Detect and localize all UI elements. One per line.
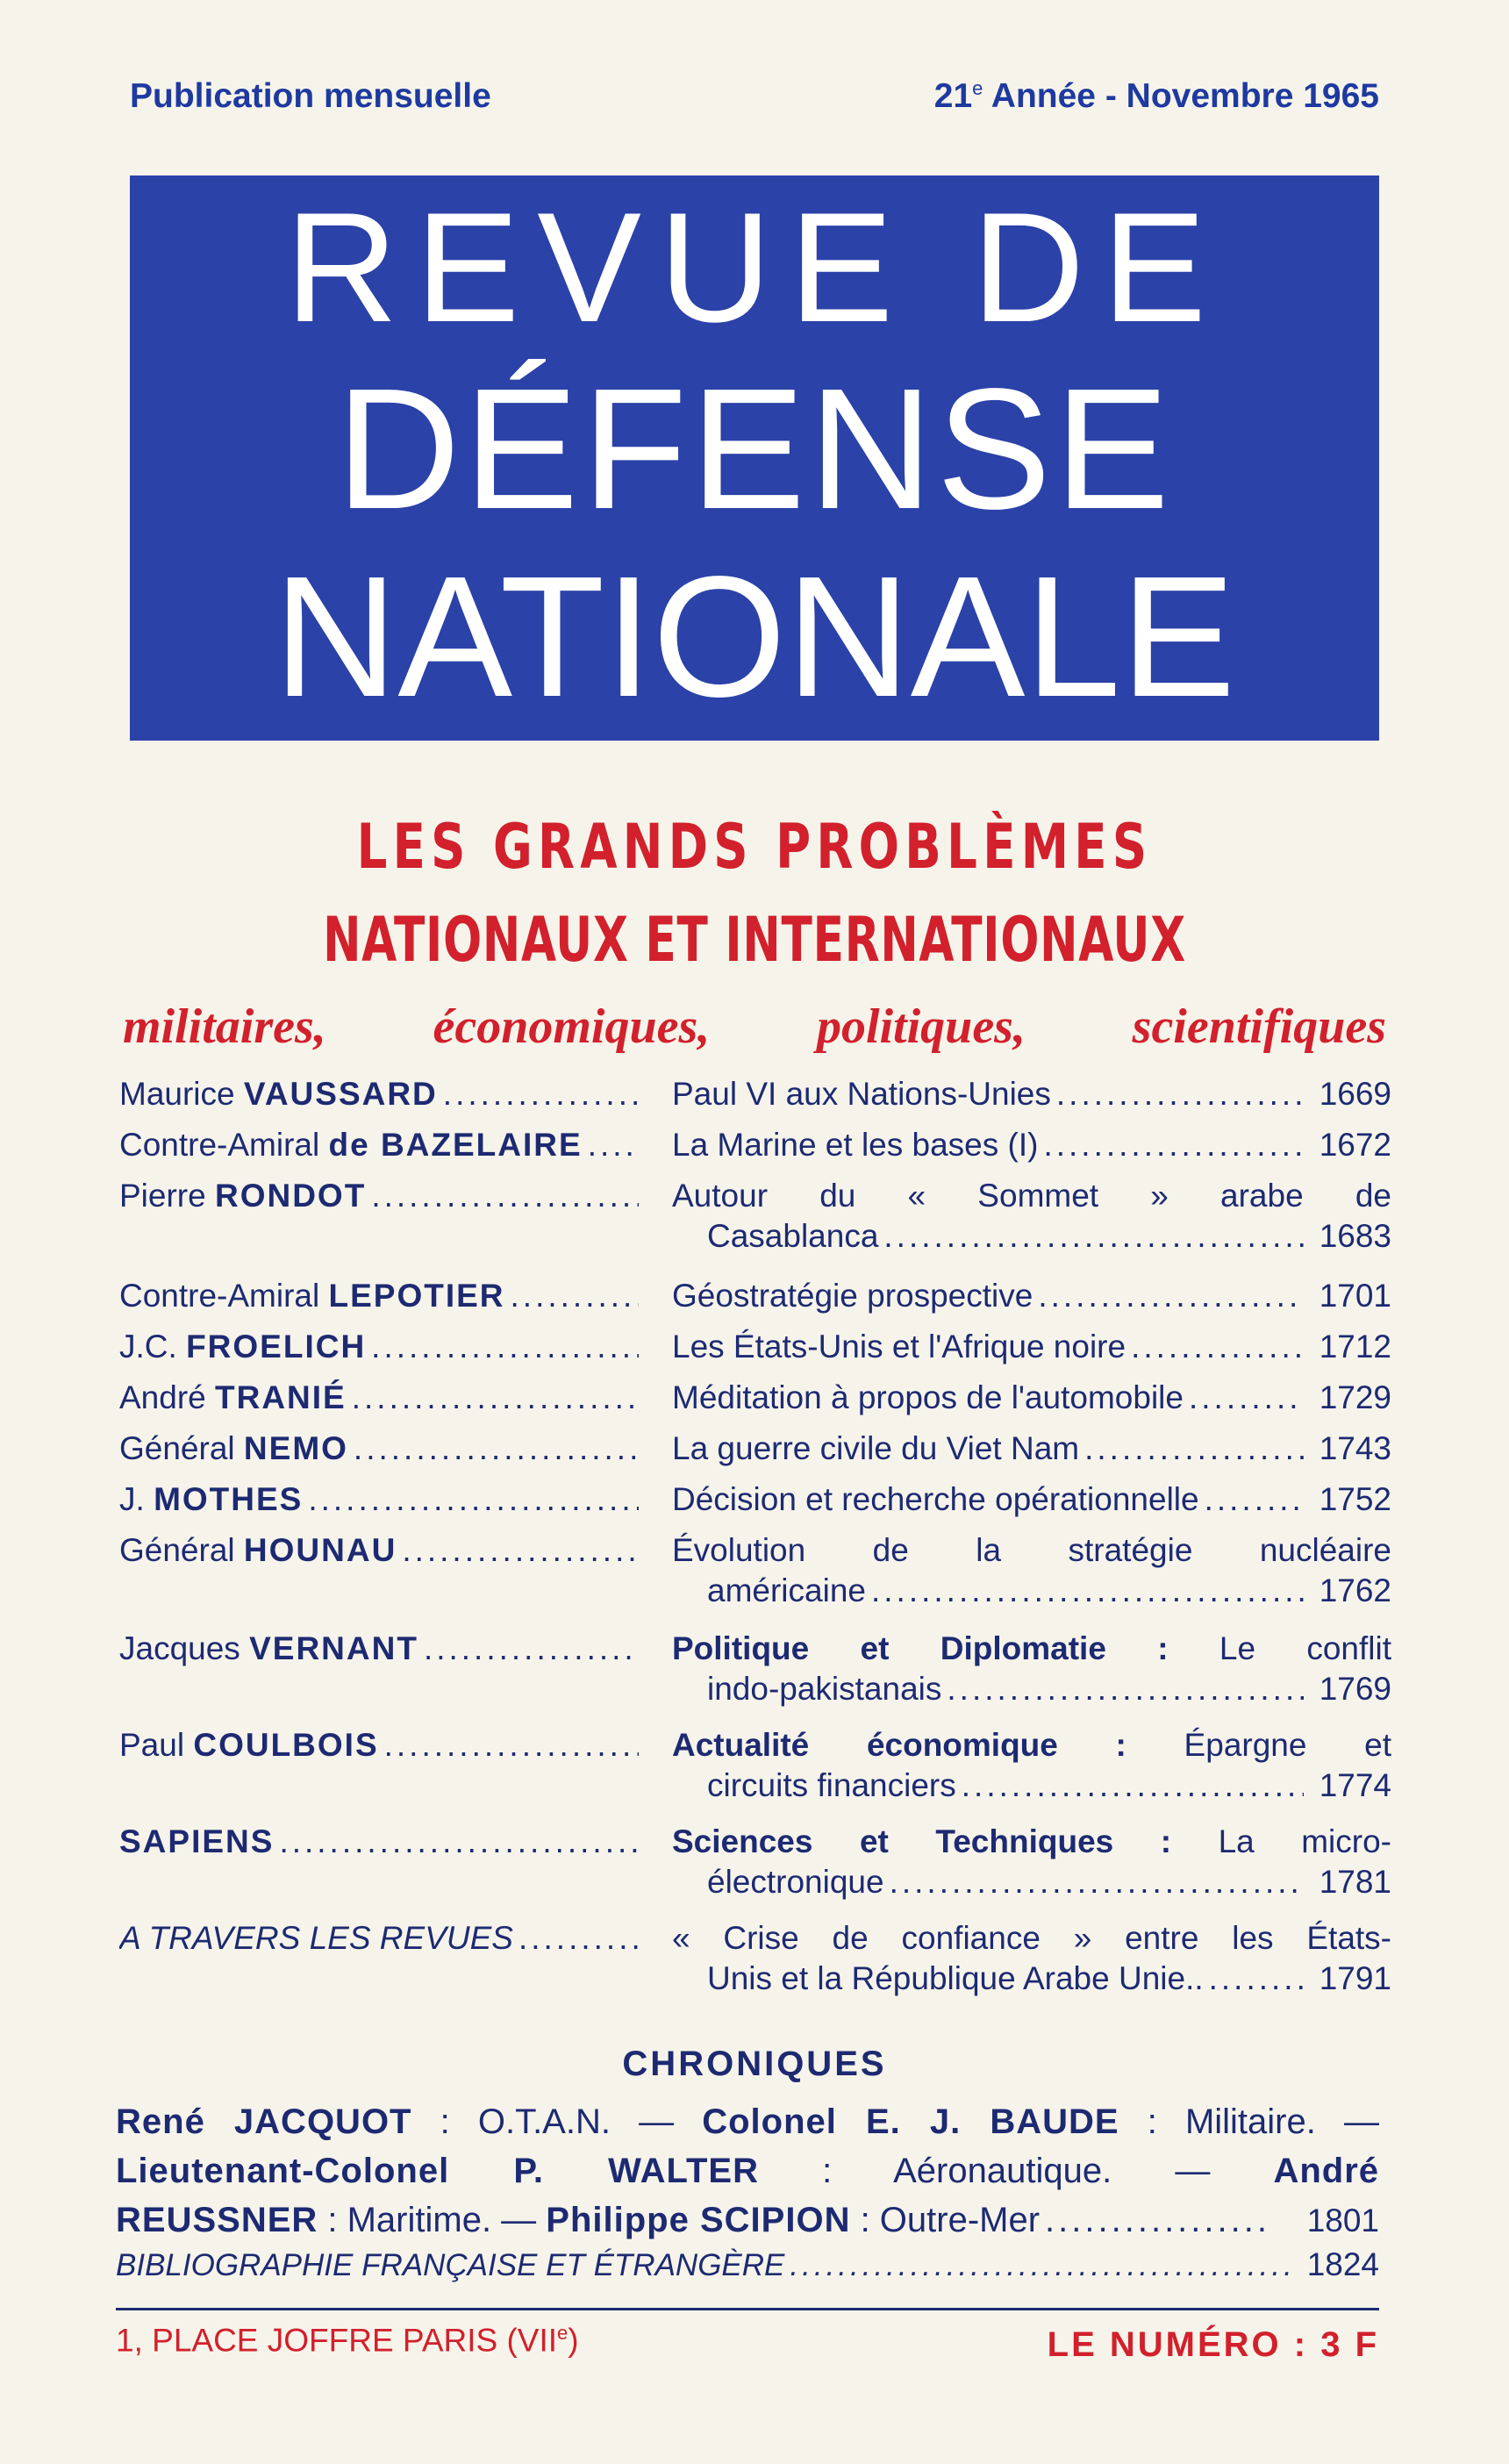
toc-article: Paul VI aux Nations-Unies ..... 1669 bbox=[672, 1076, 1391, 1116]
title-block bbox=[130, 175, 1379, 741]
issue-date: 21e Année - Novembre 1965 bbox=[933, 77, 1379, 115]
publication-frequency: Publication mensuelle bbox=[130, 77, 491, 115]
address: 1, PLACE JOFFRE PARIS (VIIe) bbox=[116, 2322, 579, 2359]
page-number: 1824 bbox=[1306, 2246, 1379, 2282]
chronique-line: René JACQUOT : O.T.A.N. — Colonel E. J. BAUDE : Militaire. — bbox=[116, 2102, 1379, 2141]
page-number: 1801 bbox=[1306, 2203, 1379, 2238]
toc-article: La Marine et les bases (I) ..... 1672 bbox=[672, 1127, 1391, 1167]
themes-line bbox=[123, 999, 1386, 1055]
page-number: 1729 bbox=[1319, 1379, 1391, 1415]
page-number: 1781 bbox=[1319, 1864, 1391, 1900]
bibliography-entry: BIBLIOGRAPHIE FRANÇAISE ET ÉTRANGÈRE ..... 1824 bbox=[116, 2246, 1379, 2283]
toc-author: Contre-Amiral de BAZELAIRE ..... bbox=[119, 1127, 639, 1164]
chronique-line: Lieutenant-Colonel P. WALTER : Aéronautique. — André bbox=[116, 2152, 1380, 2190]
toc-author: Paul COULBOIS ..... bbox=[119, 1727, 639, 1764]
toc-author: Général NEMO ..... bbox=[119, 1430, 639, 1467]
price: LE NUMÉRO : 3 F bbox=[1047, 2325, 1379, 2364]
toc-article: Géostratégie prospective ..... 1701 bbox=[672, 1278, 1391, 1318]
toc-author: Pierre RONDOT ..... bbox=[119, 1178, 639, 1214]
toc-article: « Crise de confiance » entre les États- Unis et la République Arabe Unie.. ..... 1791 bbox=[672, 1920, 1391, 2001]
title-line-2: DÉFENSE bbox=[336, 353, 1173, 545]
toc-author: Maurice VAUSSARD ..... bbox=[119, 1076, 639, 1113]
toc-author: Général HOUNAU ..... bbox=[119, 1532, 639, 1569]
page-number: 1683 bbox=[1319, 1218, 1391, 1254]
page-number: 1791 bbox=[1319, 1960, 1391, 1996]
title-line-1: REVUE DE bbox=[285, 180, 1224, 355]
page-number: 1769 bbox=[1319, 1671, 1391, 1707]
footer-rule bbox=[116, 2308, 1379, 2310]
page-number: 1712 bbox=[1319, 1329, 1391, 1365]
page-number: 1762 bbox=[1319, 1572, 1391, 1608]
toc-article: Méditation à propos de l'automobile ..... 1729 bbox=[672, 1379, 1391, 1420]
toc-author: J. MOTHES ..... bbox=[119, 1481, 639, 1518]
theme: politiques, bbox=[816, 999, 1026, 1054]
toc-article: Actualité économique : Épargne et circuits financiers ..... 1774 bbox=[672, 1727, 1391, 1808]
toc-author: Contre-Amiral LEPOTIER ..... bbox=[119, 1278, 639, 1314]
chroniques-list bbox=[116, 2102, 1379, 2250]
toc-article: Politique et Diplomatie : Le conflit indo-pakistanais ..... 1769 bbox=[672, 1630, 1391, 1711]
chronique-line: REUSSNER : Maritime. — Philippe SCIPION : Outre-Mer ..... 1801 bbox=[116, 2201, 1379, 2250]
title-line-3: NATIONALE bbox=[273, 541, 1236, 733]
theme: militaires, bbox=[123, 999, 326, 1054]
theme: économiques, bbox=[433, 999, 711, 1054]
headline-line-2: NATIONAUX ET INTERNATIONAUX bbox=[323, 904, 1186, 976]
toc-article: Autour du « Sommet » arabe de Casablanca ..... 1683 bbox=[672, 1178, 1391, 1258]
header-line bbox=[130, 77, 1379, 126]
headline-line-1: LES GRANDS PROBLÈMES bbox=[356, 811, 1153, 883]
chroniques-title: CHRONIQUES bbox=[622, 2045, 887, 2083]
page-number: 1774 bbox=[1319, 1767, 1391, 1803]
toc-author: SAPIENS ..... bbox=[119, 1823, 639, 1860]
toc-author: J.C. FROELICH ..... bbox=[119, 1329, 639, 1365]
page-number: 1743 bbox=[1319, 1430, 1391, 1466]
toc-author: A TRAVERS LES REVUES ..... bbox=[119, 1920, 639, 1957]
page-number: 1672 bbox=[1319, 1127, 1391, 1163]
page-number: 1669 bbox=[1319, 1076, 1391, 1112]
toc-article: Sciences et Techniques : La micro- électronique ..... 1781 bbox=[672, 1823, 1391, 1904]
page-number: 1752 bbox=[1319, 1481, 1391, 1517]
toc-author: André TRANIÉ ..... bbox=[119, 1379, 639, 1416]
toc-author: Jacques VERNANT ..... bbox=[119, 1630, 639, 1667]
toc-article: Évolution de la stratégie nucléaire américaine ..... 1762 bbox=[672, 1532, 1391, 1613]
toc-article: La guerre civile du Viet Nam ..... 1743 bbox=[672, 1430, 1391, 1471]
page-number: 1701 bbox=[1319, 1278, 1391, 1314]
toc-article: Décision et recherche opérationnelle ..... 1752 bbox=[672, 1481, 1391, 1522]
toc-article: Les États-Unis et l'Afrique noire ..... 1712 bbox=[672, 1329, 1391, 1369]
theme: scientifiques bbox=[1132, 999, 1386, 1054]
